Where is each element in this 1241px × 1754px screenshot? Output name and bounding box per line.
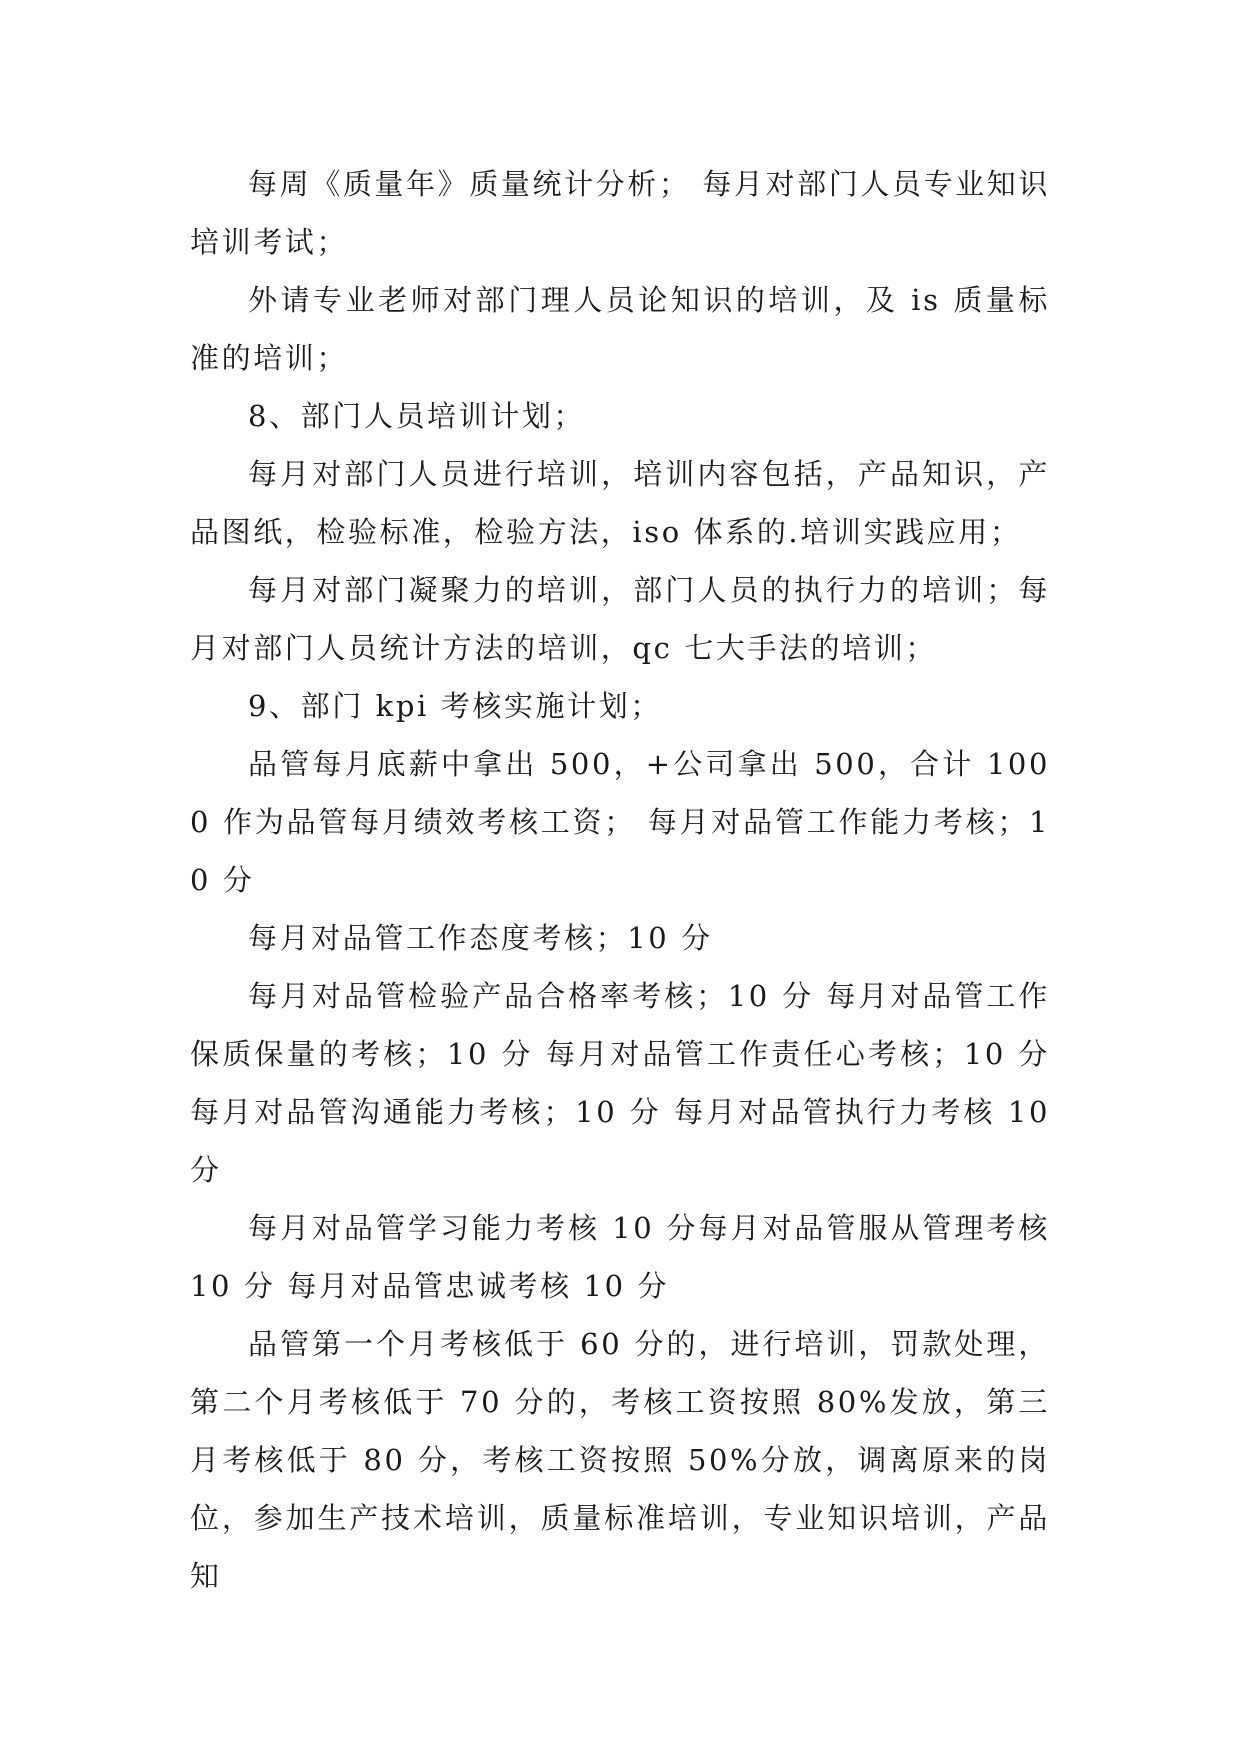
paragraph: 每月对部门人员进行培训，培训内容包括，产品知识，产品图纸，检验标准，检验方法，iso 体系的.培训实践应用； [190, 457, 1050, 549]
paragraph: 外请专业老师对部门理人员论知识的培训，及 is 质量标准的培训； [190, 283, 1050, 375]
paragraph: 每月对品管检验产品合格率考核；10 分 每月对品管工作保质保量的考核；10 分 每月对品管工作责任心考核；10 分 每月对品管沟通能力考核；10 分 每月对品管执行力考核 10 分 [190, 979, 1050, 1187]
paragraph: 每月对品管工作态度考核；10 分 [248, 921, 713, 955]
document-page [190, 155, 1050, 1605]
paragraph: 品管第一个月考核低于 60 分的，进行培训，罚款处理，第二个月考核低于 70 分的，考核工资按照 80%发放，第三月考核低于 80 分，考核工资按照 50%分放，调离原来的岗位，参加生产技术培训，质量标准培训，专业知识培训，产品知 [190, 1327, 1050, 1593]
paragraph: 8、部门人员培训计划； [248, 399, 586, 433]
paragraph: 每月对部门凝聚力的培训，部门人员的执行力的培训；每月对部门人员统计方法的培训，qc 七大手法的培训； [190, 573, 1050, 665]
paragraph: 9、部门 kpi 考核实施计划； [248, 689, 662, 723]
paragraph: 每月对品管学习能力考核 10 分每月对品管服从管理考核 10 分 每月对品管忠诚考核 10 分 [190, 1211, 1050, 1303]
paragraph: 每周《质量年》质量统计分析； 每月对部门人员专业知识培训考试； [190, 167, 1050, 259]
paragraph: 品管每月底薪中拿出 500，+公司拿出 500，合计 1000 作为品管每月绩效考核工资； 每月对品管工作能力考核；10 分 [190, 747, 1050, 897]
